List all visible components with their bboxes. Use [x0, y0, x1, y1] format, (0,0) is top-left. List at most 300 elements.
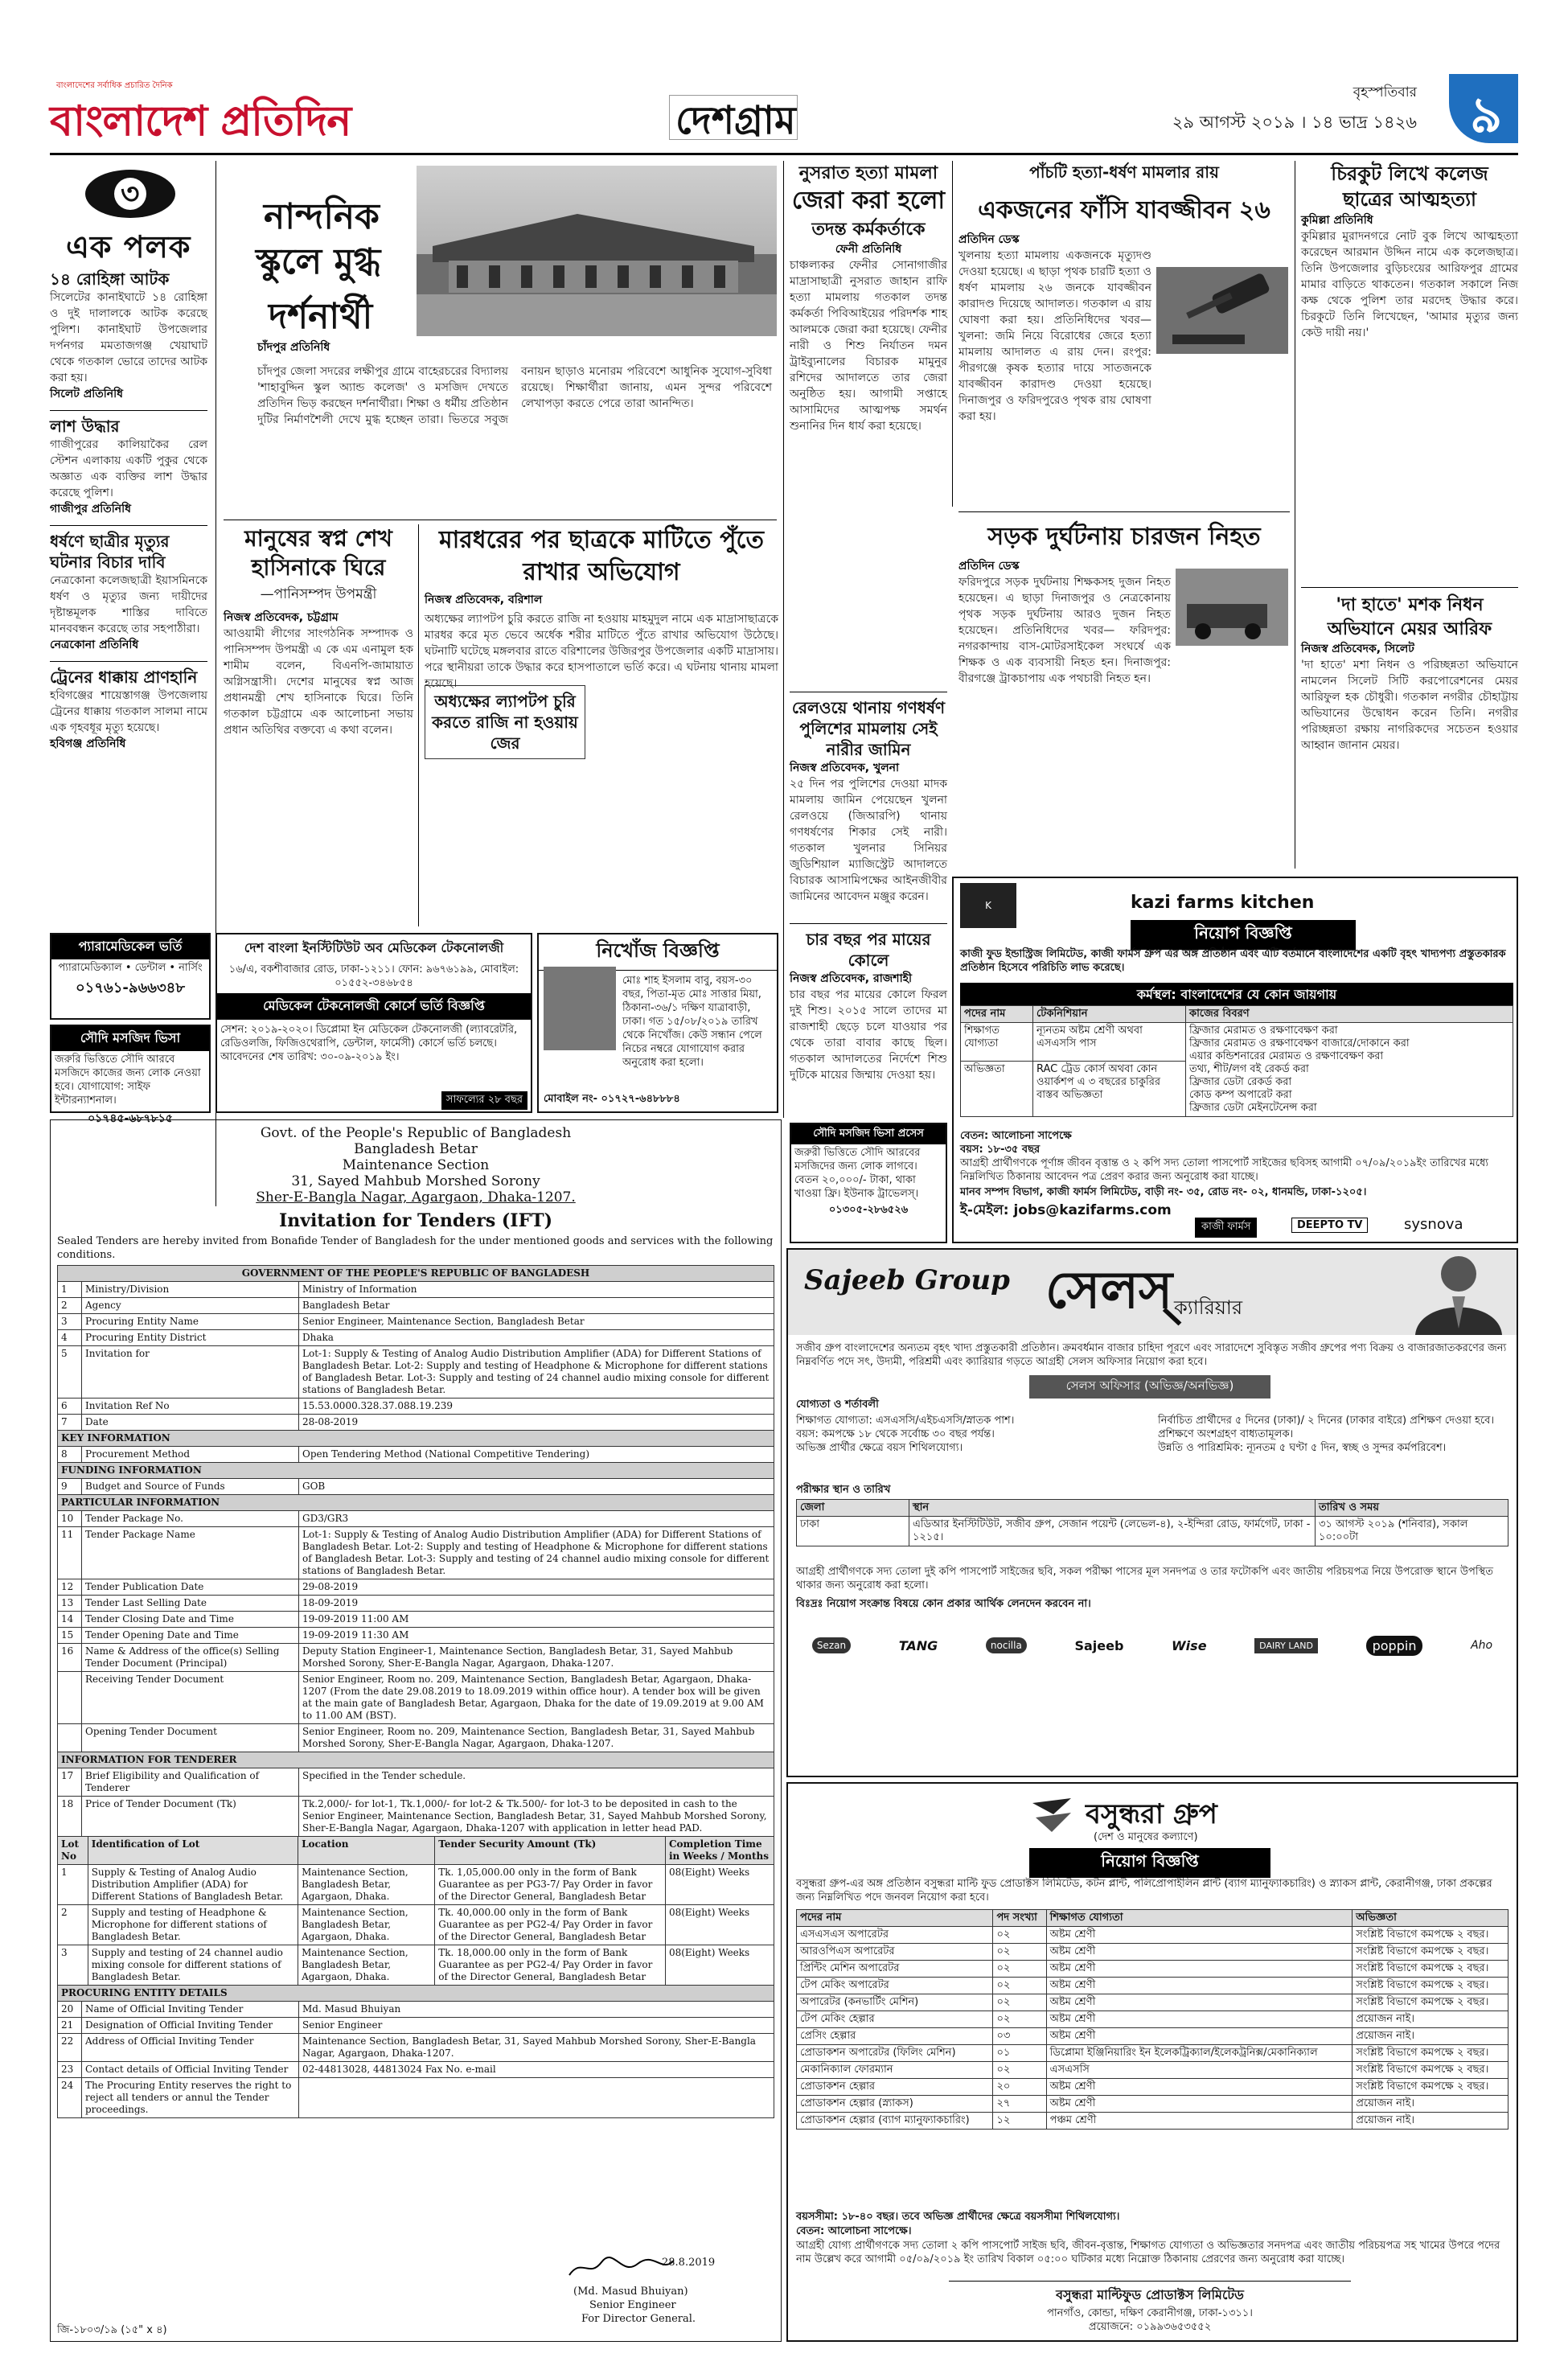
table-cell: ০১	[993, 2045, 1046, 2062]
table-cell: 16	[58, 1644, 82, 1672]
duty: এয়ার কন্ডিশনারের মেরামত ও রক্ষণাবেক্ষণ করা	[1189, 1050, 1384, 1062]
table-cell: 5	[58, 1346, 82, 1399]
table-cell: Tk.2,000/- for lot-1, Tk.1,000/- for lot-2 & Tk.500/- for lot-3 to be deposited in cash to the Senior Engineer, Maintenance Section, Bangladesh Betar, 31, Sayed Mahbub Morshed Sorony, Sher-E-Bangla Nagar, Agargaon, Dhaka-1207 with application in letter head PAD.	[299, 1797, 774, 1837]
headline-line: নান্দনিক	[264, 196, 380, 237]
sajeeb-brand: Sajeeb Group	[804, 1264, 1010, 1296]
table-cell: 28-08-2019	[299, 1415, 774, 1431]
headline-line: দর্শনার্থী	[269, 296, 373, 337]
ad-code: জি-১৮০৩/১৯ (১৫" x ৪)	[57, 2324, 167, 2336]
table-cell: 08(Eight) Weeks	[665, 1945, 774, 1986]
table-cell: Dhaka	[299, 1330, 774, 1346]
tender-notice	[50, 1119, 782, 2342]
ad-visa	[50, 1025, 211, 1125]
ad-title: সৌদি মসজিদ ভিসা প্রসেস	[791, 1124, 946, 1144]
table-cell: অষ্টম শ্রেণী	[1046, 2079, 1353, 2096]
table-cell: ২০	[993, 2079, 1046, 2096]
tender-table	[57, 1265, 774, 1837]
table-cell: Procurement Method	[82, 1447, 299, 1463]
table-cell: 3	[58, 1314, 82, 1330]
byline: নিজস্ব প্রতিবেদক, বরিশাল	[425, 594, 543, 606]
table-cell: Agency	[82, 1298, 299, 1314]
table-row	[797, 1994, 1508, 2011]
marriage-story	[790, 923, 947, 1116]
school-story	[224, 161, 777, 515]
brand-logo: nocilla	[986, 1637, 1027, 1653]
qual-item: বয়স: কমপক্ষে ১৮ থেকে সর্বোচ্চ ৩০ বছর পর্যন্ত।	[796, 1428, 995, 1440]
ad-title: দেশ বাংলা ইনস্টিটিউট অব মেডিকেল টেকনোলজী	[244, 940, 504, 955]
table-cell: অষ্টম শ্রেণী	[1046, 2011, 1353, 2028]
item-byline: নেত্রকোনা প্রতিনিধি	[50, 639, 139, 651]
table-header	[797, 1910, 1508, 1927]
table-row	[797, 2079, 1508, 2096]
gavel-photo	[1156, 267, 1288, 354]
table-row	[797, 1927, 1508, 1944]
masthead	[50, 74, 1518, 153]
kicker: পাঁচটি হত্যা-ধর্ষণ মামলার রায়	[1029, 162, 1219, 182]
table-cell: 22	[58, 2034, 82, 2062]
table-cell	[299, 2078, 774, 2118]
sysnova-logo: sysnova	[1404, 1216, 1463, 1233]
sajeeb-brand-strip	[788, 1628, 1517, 1663]
table-header-cell: Identification of Lot	[88, 1837, 298, 1865]
kazi-title: নিয়োগ বিজ্ঞপ্তি	[1131, 920, 1356, 950]
table-cell: সংশ্লিষ্ট বিভাগে কমপক্ষে ২ বছর।	[1353, 1978, 1508, 1994]
bashundhara-table-wrap	[796, 1909, 1508, 2130]
table-cell: ০২	[993, 2062, 1046, 2079]
pull-quote: অধ্যক্ষের ল্যাপটপ চুরি করতে রাজি না হওয়ায় জের	[425, 685, 585, 759]
table-cell: সংশ্লিষ্ট বিভাগে কমপক্ষে ২ বছর।	[1353, 2079, 1508, 2096]
table-cell: The Procuring Entity reserves the right to reject all tenders or annul the Tender proceedings.	[82, 2078, 299, 2118]
column-divider	[418, 524, 419, 926]
table-row	[797, 1944, 1508, 1961]
table-row	[58, 2018, 774, 2034]
table-cell: ০২	[993, 1961, 1046, 1978]
table-row	[58, 2002, 774, 2018]
tender-entity-table	[57, 1985, 774, 2118]
table-cell: Receiving Tender Document	[82, 1672, 299, 1724]
table-row	[58, 1298, 774, 1314]
table-cell: সংশ্লিষ্ট বিভাগে কমপক্ষে ২ বছর।	[1353, 1927, 1508, 1944]
table-cell: ০২	[993, 1994, 1046, 2011]
table-header-cell: Location	[298, 1837, 435, 1865]
ad-address: ১৬/এ, বকশীবাজার রোড, ঢাকা-১২১১। ফোন: ৯৬৭৬১৯৯, মোবাইল: ০১৫৫২-৩৪৬৮৫৪	[228, 963, 519, 989]
table-row	[58, 1579, 774, 1596]
ad-title: প্যারামেডিকেল ভর্তি	[51, 934, 209, 959]
table-header-cell: শিক্ষাগত যোগ্যতা	[1046, 1910, 1353, 1927]
table-cell: GD3/GR3	[299, 1511, 774, 1527]
table-cell: ০৩	[993, 2028, 1046, 2045]
ad-kazi-farms	[952, 877, 1518, 1243]
table-cell: 14	[58, 1612, 82, 1628]
td: অভিজ্ঞতা	[961, 1062, 1033, 1117]
table-cell: প্রয়োজন নাই।	[1353, 2113, 1508, 2130]
ad-footer: সাফল্যের ২৮ বছর	[441, 1091, 527, 1110]
table-cell: অপারেটর (কনভার্টিং মেশিন)	[797, 1994, 993, 2011]
table-cell: ২৭	[993, 2096, 1046, 2113]
th: কাজের বিবরণ	[1186, 1006, 1513, 1023]
table-cell: 3	[58, 1945, 88, 1986]
table-row	[58, 1314, 774, 1330]
table-cell: Maintenance Section, Bangladesh Betar, 31, Sayed Mahbub Morshed Sorony, Sher-E-Bangla Nagar, Agargaon, Dhaka-1207.	[299, 2034, 774, 2062]
table-band: KEY INFORMATION	[58, 1431, 774, 1447]
table-cell: Tender Package No.	[82, 1511, 299, 1527]
ad-institute	[215, 933, 532, 1113]
table-cell: অষ্টম শ্রেণী	[1046, 1927, 1353, 1944]
byline: প্রতিদিন ডেস্ক	[958, 560, 1020, 573]
table-cell: প্রয়োজন নাই।	[1353, 2096, 1508, 2113]
table-cell: Supply and testing of 24 channel audio mixing console for different stations of Bangladesh Betar.	[88, 1945, 298, 1986]
kazi-kitchen-logo: kazi farms kitchen	[1131, 893, 1315, 913]
headline-line: চিরকুট লিখে কলেজ	[1331, 162, 1488, 185]
table-cell: 18-09-2019	[299, 1596, 774, 1612]
sajeeb-qualifications	[796, 1414, 1142, 1455]
table-row	[797, 2096, 1508, 2113]
ad-missing	[537, 933, 778, 1113]
table-cell: সংশ্লিষ্ট বিভাগে কমপক্ষে ২ বছর।	[1353, 2062, 1508, 2079]
ek-polok-item	[50, 269, 207, 402]
headline: রেলওয়ে থানায় গণধর্ষণ পুলিশের মামলায় সেই নারীর জামিন	[791, 698, 946, 759]
table-row	[797, 2028, 1508, 2045]
mosquito-story	[1301, 587, 1518, 869]
table-cell: ১২	[993, 2113, 1046, 2130]
article-body: অধ্যক্ষের ল্যাপটপ চুরি করতে রাজি না হওয়ায় মাহমুদুল নামে এক মাদ্রাসাছাত্রকে মারধর করে মৃত ভেবে অর্ধেক শরীর মাটিতে পুঁতে রাখার অভিযোগ উঠেছে। ঘটনাটি ঘটেছে মঙ্গলবার রাতে বরিশালের উজিরপুর উপজেলার একটি মাদ্রাসায়। পরে স্থানীয়রা তাকে উদ্ধার করে হাসপাতালে ভর্তি করে। এ ঘটনায় থানায় মামলা হয়েছে।	[425, 613, 778, 690]
table-cell: প্রোডাকশন হেল্পার	[797, 2079, 993, 2096]
table-header-cell: পদ সংখ্যা	[993, 1910, 1046, 1927]
table-cell: Ministry/Division	[82, 1282, 299, 1298]
newspaper-logo: বাংলাদেশ প্রতিদিন	[50, 97, 351, 146]
table-cell: Open Tendering Method (National Competitive Tendering)	[299, 1447, 774, 1463]
sub-headline: —পানিসম্পদ উপমন্ত্রী	[260, 586, 377, 602]
suicide-story	[1301, 161, 1518, 579]
table-cell: 20	[58, 2002, 82, 2018]
table-band: GOVERNMENT OF THE PEOPLE'S REPUBLIC OF BANGLADESH	[58, 1266, 774, 1282]
duty: তথ্য, শীট/লগ বই রেকর্ড করা	[1189, 1063, 1309, 1075]
tender-intro: Sealed Tenders are hereby invited from Bonafide Tender of Bangladesh for the under mentioned goods and services with the following conditions.	[57, 1235, 774, 1261]
kazi-table	[960, 1005, 1513, 1117]
table-cell: Price of Tender Document (Tk)	[82, 1797, 299, 1837]
tender-lot-table	[57, 1836, 774, 1986]
kazi-duties	[1186, 1023, 1513, 1117]
table-cell: Maintenance Section, Bangladesh Betar, Agargaon, Dhaka.	[298, 1945, 435, 1986]
table-cell: 8	[58, 1447, 82, 1463]
headline: সড়ক দুর্ঘটনায় চারজন নিহত	[987, 523, 1261, 551]
table-row	[58, 1797, 774, 1837]
table-row	[58, 1905, 774, 1945]
lot-header	[58, 1837, 774, 1865]
table-cell: টেপ মেকিং হেল্পার	[797, 2011, 993, 2028]
table-cell: Invitation for	[82, 1346, 299, 1399]
table-header-cell: Tender Security Amount (Tk)	[435, 1837, 666, 1865]
table-row	[58, 1399, 774, 1415]
table-cell: অষ্টম শ্রেণী	[1046, 1978, 1353, 1994]
table-cell: Lot-1: Supply & Testing of Analog Audio Distribution Amplifier (ADA) for Different Stations of Bangladesh Betar. Lot-2: Supply and testing of Headphone & Microphone for different stations of Bangladesh Betar. Lot-3: Supply and testing of 24 channel audio mixing console for different stations of Bangladesh Betar.	[299, 1527, 774, 1579]
column-divider	[952, 161, 953, 507]
table-cell: Deputy Station Engineer-1, Maintenance Section, Bangladesh Betar, 31, Sayed Mahbub Morshed Sorony, Sher-E-Bangla Nagar, Agargaon, Dhaka-1207.	[299, 1644, 774, 1672]
student-story	[425, 524, 778, 926]
table-cell: Tender Package Name	[82, 1527, 299, 1579]
article-body: খুলনায় হত্যা মামলায় একজনকে মৃত্যুদণ্ড দেওয়া হয়েছে। এ ছাড়া পৃথক চারটি হত্যা ও ধর্ষণ মামলায় ২৬ জনকে যাবজ্জীবন কারাদণ্ড দিয়েছে আদালত। গতকাল এ রায় ঘোষণা করা হয়। প্রতিনিধিদের খবর— খুলনা: জমি নিয়ে বিরোধের জেরে হত্যা মামলায় আদালত এ রায় দেন। রংপুর: পীরগঞ্জে কৃষক হত্যার দায়ে সাতজনকে যাবজ্জীবন কারাদণ্ড দেওয়া হয়েছে। দিনাজপুর ও ফরিদপুরেও পৃথক রায় ঘোষণা করা হয়।	[958, 249, 1151, 423]
table-cell: 12	[58, 1579, 82, 1596]
table-row	[797, 2062, 1508, 2079]
qual-item: শিক্ষাগত যোগ্যতা: এসএসসি/এইচএসসি/স্নাতক পাশ।	[796, 1415, 1015, 1427]
table-cell: ডিপ্লোমা ইঞ্জিনিয়ারিং ইন ইলেকট্রিক্যাল/ইলেকট্রনিক্স/মেকানিক্যাল	[1046, 2045, 1353, 2062]
table-cell	[58, 1724, 82, 1752]
table-cell: Senior Engineer, Room no. 209, Maintenance Section, Bangladesh Betar, Agargaon, Dhaka-1207 (From the date 29.08.2019 to 18.09.2019 within office hour). A tender box will be given at the main gate of Bangladesh Betar, Agargaon, Dhaka for the date of 19.09.2019 at 9.00 AM to 11.00 AM (BST).	[299, 1672, 774, 1724]
man-photo	[1399, 1250, 1517, 1335]
item-title: লাশ উদ্ধার	[50, 417, 120, 436]
table-row	[797, 2045, 1508, 2062]
bashundhara-age: বয়সসীমা: ১৮-৪০ বছর। তবে অভিজ্ঞ প্রার্থীদের ক্ষেত্রে বয়সসীমা শিথিলযোগ্য।	[796, 2211, 1120, 2223]
tender-rows-4	[58, 1511, 774, 1752]
verdict-story	[958, 161, 1290, 507]
table-row	[58, 1447, 774, 1463]
kazi-apply: আগ্রহী প্রার্থীগণকে পূর্ণাঙ্গ জীবন বৃত্তান্ত ও ২ কপি সদ্য তোলা পাসপোর্ট সাইজের ছবিসহ আগামী ০৭/০৯/২০১৯ইং তারিখের মধ্যে নিম্নলিখিত ঠিকানায় আবেদন পত্র প্রেরণ করার জন্য অনুরোধ করা যাচ্ছে।	[960, 1157, 1489, 1183]
tender-rows-3	[58, 1479, 774, 1495]
article-body: চাঁদপুর জেলা সদরের লক্ষীপুর গ্রামে বাহেরচরের বিদ্যালয় 'শাহাবুদ্দিন স্কুল অ্যান্ড কলেজ' ও মসজিদ দেখতে প্রতিদিন ভিড় করছেন দর্শনার্থীরা। শিক্ষা ও ধর্মীয় প্রতিষ্ঠান দুটির নির্মাণশৈলী দেখে মুগ্ধ হচ্ছেন তারা। ভিতরে সবুজ বনায়ন ছাড়াও মনোরম পরিবেশে আধুনিক সুযোগ-সুবিধা রয়েছে। শিক্ষার্থীরা জানায়, এমন সুন্দর পরিবেশে লেখাপড়া করতে পেরে তারা আনন্দিত।	[257, 365, 772, 426]
item-body: সিলেটের কানাইঘাটে ১৪ রোহিঙ্গা ও দুই দালালকে আটক করেছে পুলিশ। কানাইঘাট উপজেলার দর্পনগর মমতাজগঞ্জ খেয়াঘাট থেকে গতকাল ভোরে তাদের আটক করা হয়।	[50, 291, 207, 384]
ek-polok-item	[50, 416, 207, 517]
ad-phone: ০১৭৪৫-৬৮৭৮১৫	[88, 1112, 173, 1125]
table-cell: 11	[58, 1527, 82, 1579]
table-row	[58, 1596, 774, 1612]
byline: প্রতিদিন ডেস্ক	[958, 233, 1020, 246]
article-body: ২৫ দিন পর পুলিশের দেওয়া মাদক মামলায় জামিন পেয়েছেন খুলনা রেলওয়ে (জিআরপি) থানায় গণধর্ষণের শিকার সেই নারী। গতকাল খুলনার সিনিয়র জুডিশিয়াল ম্যাজিস্ট্রেট আদালতে বিচারক আসামিপক্ষের আইনজীবীর জামিনের আবেদন মঞ্জুর করেন।	[790, 778, 947, 903]
sajeeb-qualification-head: যোগ্যতা ও শর্তাবলী	[796, 1399, 879, 1411]
bashundhara-tag: (দেশ ও মানুষের কল্যাণে)	[1094, 1831, 1198, 1843]
ad-phone: মোবাইল নং- ০১৭২৭-৬৪৮৮৮৪	[544, 1093, 680, 1105]
table-cell: এসএসসি	[1046, 2062, 1353, 2079]
table-cell: 23	[58, 2062, 82, 2078]
byline: নিজস্ব প্রতিবেদক, সিলেট	[1301, 643, 1414, 655]
headline-line: জেরা করা হলো	[791, 187, 946, 215]
table-band: FUNDING INFORMATION	[58, 1463, 774, 1479]
article-body: চাঞ্চল্যকর ফেনীর সোনাগাজীর মাদ্রাসাছাত্রী নুসরাত জাহান রাফি হত্যা মামলায় গতকাল তদন্ত কর্মকর্তা পিবিআইয়ের পরিদর্শক শাহ আলমকে জেরা করা হয়েছে। ফেনীর নারী ও শিশু নির্যাতন দমন ট্রাইব্যুনালের বিচারক মামুনুর রশিদের আদালতে তার জেরা অনুষ্ঠিত হয়। আগামী সপ্তাহে আসামিদের আত্মপক্ষ সমর্থন শুনানির দিন ধার্য করা হয়েছে।	[790, 259, 947, 433]
ad-bashundhara	[786, 1782, 1518, 2342]
ad-body: সেশন: ২০১৯-২০২০। ডিপ্লোমা ইন মেডিকেল টেকনোলজী (ল্যাবরেটরি, রেডিওলজি, ফিজিওথেরাপি, ডেন্টাল, ফার্মেসী) কোর্সে ভর্তি চলছে। আবেদনের শেষ তারিখ: ৩০-০৯-২০১৯ ইং।	[220, 1024, 518, 1063]
table-cell: GOB	[299, 1479, 774, 1495]
item-byline: হবিগঞ্জ প্রতিনিধি	[50, 737, 126, 750]
tender-gov: Govt. of the People's Republic of Bangladesh	[260, 1125, 572, 1141]
table-header-cell: Lot No	[58, 1837, 88, 1865]
tender-rows-1	[58, 1282, 774, 1431]
table-cell: Senior Engineer, Room no. 209, Maintenance Section, Bangladesh Betar, 31, Sayed Mahbub Morshed Sorony, Sher-E-Bangla Nagar, Agargaon, Dhaka-1207.	[299, 1724, 774, 1752]
ad-body: জরুরী ভিত্তিতে সৌদি আরবের মসজিদের জন্য লোক লাগবে। বেতন ২০,০০০/- টাকা, থাকা খাওয়া ফ্রি। ইউনাক ট্রাভেলস্।	[794, 1147, 921, 1200]
byline: নিজস্ব প্রতিবেদক, খুলনা	[790, 762, 900, 774]
kazi-job-table	[960, 1005, 1513, 1117]
table-cell: 9	[58, 1479, 82, 1495]
entity-rows	[58, 2002, 774, 2118]
column-divider	[783, 161, 784, 1118]
signatory-designation: Senior Engineer	[589, 2299, 676, 2311]
table-cell: Senior Engineer, Maintenance Section, Bangladesh Betar	[299, 1314, 774, 1330]
item-byline: গাজীপুর প্রতিনিধি	[50, 503, 132, 515]
bashundhara-brand: বসুন্ধরা গ্রুপ	[1086, 1798, 1217, 1830]
table-cell	[58, 1672, 82, 1724]
table-row	[58, 2034, 774, 2062]
table-cell: Tender Publication Date	[82, 1579, 299, 1596]
table-cell: প্রোডাকশন হেল্পার (স্ন্যাকস)	[797, 2096, 993, 2113]
th: টেকনিশিয়ান	[1033, 1006, 1186, 1023]
item-title: ১৪ রোহিঙ্গা আটক	[50, 269, 170, 289]
table-cell: Date	[82, 1415, 299, 1431]
table-row	[797, 1961, 1508, 1978]
table-row	[58, 2078, 774, 2118]
missing-person-photo	[544, 967, 616, 1050]
sajeeb-training	[1158, 1414, 1508, 1455]
th: স্থান	[909, 1500, 1316, 1517]
tender-org: Bangladesh Betar	[354, 1141, 478, 1157]
table-cell: Tender Last Selling Date	[82, 1596, 299, 1612]
table-cell: 17	[58, 1768, 82, 1797]
dream-story	[224, 524, 413, 943]
table-cell: Tk. 40,000.00 only in the form of Bank Guarantee as per PG2-4/ Pay Order in favor of the Director General, Bangladesh Betar	[435, 1905, 666, 1945]
ad-saudi-visa	[790, 1123, 947, 1243]
footer-company: বসুন্ধরা মাল্টিফুড প্রোডাক্টস লিমিটেড	[1056, 2287, 1244, 2302]
td: ন্যূনতম অষ্টম শ্রেণী অথবা এসএসসি পাস	[1033, 1023, 1186, 1062]
table-row	[58, 1282, 774, 1298]
article-body: 'দা হাতে' মশা নিধন ও পরিচ্ছন্নতা অভিযানে নামলেন সিলেট সিটি করপোরেশনের মেয়র আরিফুল হক চৌধুরী। গতকাল নগরীর চৌহাট্টায় অভিযানের উদ্বোধন করেন তিনি। নগরীর পরিচ্ছন্নতা রক্ষায় নাগরিকদের সচেতন হওয়ার আহ্বান জানান মেয়র।	[1301, 659, 1518, 752]
table-cell: Budget and Source of Funds	[82, 1479, 299, 1495]
table-cell: 19-09-2019 11:00 AM	[299, 1612, 774, 1628]
table-row	[58, 1724, 774, 1752]
duty: ফ্রিজার মেরামত ও রক্ষণাবেক্ষণ করা	[1189, 1025, 1338, 1037]
duty: ফ্রিজার ডেটা রেকর্ড করা	[1189, 1076, 1292, 1088]
bashundhara-title: নিয়োগ বিজ্ঞপ্তি	[1029, 1848, 1270, 1878]
table-cell: Brief Eligibility and Qualification of Tenderer	[82, 1768, 299, 1797]
signatory-name: (Md. Masud Bhuiyan)	[573, 2286, 688, 2298]
ad-phone: ০১৭৬১-৯৬৬৩৪৮	[75, 980, 186, 996]
item-body: গাজীপুরের কালিয়াকৈর রেল স্টেশন এলাকায় একটি পুকুর থেকে অজ্ঞাত এক ব্যক্তির লাশ উদ্ধার করেছে পুলিশ।	[50, 438, 207, 499]
signatory-for: For Director General.	[581, 2313, 696, 2325]
bashundhara-salary: বেতন: আলোচনা সাপেক্ষে।	[796, 2225, 912, 2237]
train-item: প্রশিক্ষণে অংশগ্রহণ বাধ্যতামূলক।	[1158, 1428, 1294, 1440]
table-row	[797, 2011, 1508, 2028]
byline: নিজস্ব প্রতিবেদক, রাজশাহী	[790, 972, 912, 985]
tender-address: Sher-E-Bangla Nagar, Agargaon, Dhaka-1207.	[256, 1189, 576, 1205]
headline-line: নুসরাত হত্যা মামলা	[798, 162, 938, 183]
table-cell: 10	[58, 1511, 82, 1527]
table-cell: 18	[58, 1797, 82, 1837]
kazi-brand-logo: কাজী ফার্মস	[1195, 1218, 1257, 1238]
table-row	[797, 2113, 1508, 2130]
ad-body: মোঃ শাহ ইসলাম বাবু, বয়স-৩০ বছর, পিতা-মৃত মোঃ সাত্তার মিয়া, ঠিকানা-৩৬/১ দক্ষিণ যাত্রাবাড়ী, ঢাকা। গত ১৫/০৮/২০১৯ তারিখ থেকে নিখোঁজ। কেউ সন্ধান পেলে নিচের নম্বরে যোগাযোগ করার অনুরোধ করা হলো।	[622, 975, 762, 1069]
brand-logo: DAIRY LAND	[1254, 1638, 1318, 1653]
table-cell: Procuring Entity Name	[82, 1314, 299, 1330]
table-cell: Tk. 1,05,000.00 only in the form of Bank Guarantee as per PG3-7/ Pay Order in favor of the Director General, Bangladesh Betar	[435, 1865, 666, 1905]
table-band: PROCURING ENTITY DETAILS	[58, 1986, 774, 2002]
table-cell: টেপ মেকিং অপারেটর	[797, 1978, 993, 1994]
brand-logo: Sajeeb	[1074, 1637, 1124, 1653]
table-cell: 02-44813028, 44813024 Fax No. e-mail	[299, 2062, 774, 2078]
ek-polok-item	[50, 531, 207, 653]
table-cell: প্রিন্টিং মেশিন অপারেটর	[797, 1961, 993, 1978]
article-body: ফরিদপুরে সড়ক দুর্ঘটনায় শিক্ষকসহ দুজন নিহত হয়েছেন। এ ছাড়া দিনাজপুর ও নেত্রকোনায় পৃথক সড়ক দুর্ঘটনায় আরও দুজন নিহত হয়েছেন। প্রতিনিধিদের খবর— ফরিদপুর: নগরকান্দায় বাস-মোটরসাইকেল সংঘর্ষে এক শিক্ষক ও এক ব্যবসায়ী নিহত হন। দিনাজপুর: বীরগঞ্জে ট্রাকচাপায় এক পথচারী নিহত হন।	[958, 576, 1171, 685]
headline-line: ছাত্রের আত্মহত্যা	[1343, 187, 1476, 211]
headline-line: তদন্ত কর্মকর্তাকে	[811, 219, 926, 240]
tender-title: Invitation for Tenders (IFT)	[278, 1210, 553, 1231]
table-cell: 08(Eight) Weeks	[665, 1905, 774, 1945]
table-cell: প্রোডাকশন অপারেটর (ফিলিং মেশিন)	[797, 2045, 993, 2062]
table-cell: 1	[58, 1282, 82, 1298]
table-cell: 21	[58, 2018, 82, 2034]
byline: নিজস্ব প্রতিবেদক, চট্টগ্রাম	[224, 611, 339, 624]
table-row	[58, 1330, 774, 1346]
table-cell: Procuring Entity District	[82, 1330, 299, 1346]
table-cell: প্রেসিং হেল্পার	[797, 2028, 993, 2045]
table-cell: সংশ্লিষ্ট বিভাগে কমপক্ষে ২ বছর।	[1353, 1944, 1508, 1961]
bashundhara-intro: বসুন্ধরা গ্রুপ-এর অঙ্গ প্রতিষ্ঠান বসুন্ধরা মাল্টি ফুড প্রোডাক্টস লিমিটেড, কটন প্লান্ট, পলিপ্রোপাইলিন প্লান্ট (ব্যাগ ম্যানুফ্যাকচারিং) ও স্ন্যাকস প্লান্ট, কেরানীগঞ্জ, ঢাকা প্রকল্পের জন্য নিম্নলিখিত পদে জনবল নিয়োগ করা হবে।	[796, 1878, 1492, 1904]
ek-polok-items	[50, 269, 207, 760]
table-cell: 7	[58, 1415, 82, 1431]
ek-polok-item	[50, 667, 207, 752]
td: ঢাকা	[797, 1517, 909, 1546]
logo-tagline: বাংলাদেশের সর্বাধিক প্রচারিত দৈনিক	[56, 81, 173, 90]
table-cell: 2	[58, 1298, 82, 1314]
job-rows	[797, 1927, 1508, 2130]
table-cell: অষ্টম শ্রেণী	[1046, 1994, 1353, 2011]
byline: চাঁদপুর প্রতিনিধি	[257, 341, 330, 354]
table-cell: 24	[58, 2078, 82, 2118]
bashundhara-apply: আগ্রহী যোগ্য প্রার্থীগণকে সদ্য তোলা ২ কপি পাসপোর্ট সাইজ ছবি, জীবন-বৃত্তান্ত, শিক্ষাগত যোগ্যতা ও অভিজ্ঞতার সনদপত্র এবং জাতীয় পরিচয়পত্র সহ খামের উপরে পদের নাম উল্লেখ করে আগামী ০৫/০৯/২০১৯ ইং তারিখ বিকাল ০৫:০০ ঘটিকার মধ্যে নিম্নোক্ত ঠিকানায় প্রেরণের জন্য অনুরোধ করা যাচ্ছে।	[796, 2240, 1500, 2265]
sajeeb-band: সেলস অফিসার (অভিজ্ঞ/অনভিজ্ঞ)	[1029, 1375, 1270, 1399]
table-cell: প্রোডাকশন হেল্পার (ব্যাগ ম্যানুফ্যাকচারিং)	[797, 2113, 993, 2130]
headline: একজনের ফাঁসি যাবজ্জীবন ২৬	[978, 196, 1270, 224]
table-row	[58, 1511, 774, 1527]
table-cell: Supply and testing of Headphone & Microphone for different stations of Bangladesh Betar.	[88, 1905, 298, 1945]
duty: ফ্রিজার মেরামত ও রক্ষণাবেক্ষণ বাজারে/দোকানে করা	[1189, 1037, 1410, 1049]
table-header-cell: Completion Time in Weeks / Months	[665, 1837, 774, 1865]
qual-item: অভিজ্ঞ প্রার্থীর ক্ষেত্রে বয়স শিথিলযোগ্য।	[796, 1442, 963, 1454]
item-title: ট্রেনের ধাক্কায় প্রাণহানি	[50, 667, 198, 687]
table-cell: অষ্টম শ্রেণী	[1046, 1944, 1353, 1961]
item-body: হবিগঞ্জের শায়েস্তাগঞ্জ উপজেলায় ট্রেনের ধাক্কায় গতকাল সালমা নামে এক গৃহবধূর মৃত্যু হয়েছে।	[50, 689, 207, 734]
sajeeb-subheadline: ক্যারিয়ার	[1174, 1296, 1243, 1319]
table-cell: প্রয়োজন নাই।	[1353, 2028, 1508, 2045]
table-row	[58, 1415, 774, 1431]
kazi-email[interactable]: ই-মেইল: jobs@kazifarms.com	[960, 1202, 1172, 1218]
table-cell: Invitation Ref No	[82, 1399, 299, 1415]
train-item: নির্বাচিত প্রার্থীদের ৫ দিনের (ঢাকা)/ ২ দিনের (ঢাকার বাইরে) প্রশিক্ষণ দেওয়া হবে।	[1158, 1415, 1494, 1427]
bail-story	[790, 692, 947, 917]
accident-photo	[1176, 569, 1288, 646]
table-cell: Contact details of Official Inviting Tender	[82, 2062, 299, 2078]
table-cell: সংশ্লিষ্ট বিভাগে কমপক্ষে ২ বছর।	[1353, 1961, 1508, 1978]
ad-title: নিখোঁজ বিজ্ঞপ্তি	[539, 934, 777, 971]
brand-logo: poppin	[1366, 1636, 1423, 1656]
section-title: দেশগ্রাম	[675, 98, 796, 143]
headline: চার বছর পর মায়ের কোলে	[806, 930, 931, 970]
table-row	[58, 1527, 774, 1579]
table-cell: অষ্টম শ্রেণী	[1046, 1961, 1353, 1978]
table-row	[58, 1644, 774, 1672]
table-cell: ০২	[993, 1944, 1046, 1961]
byline: ফেনী প্রতিনিধি	[835, 243, 902, 256]
bashundhara-job-table	[796, 1909, 1508, 2130]
sajeeb-apply: আগ্রহী প্রার্থীগণকে সদ্য তোলা দুই কপি পাসপোর্ট সাইজের ছবি, সকল পরীক্ষা পাসের মূল সনদপত্র ও তার ফটোকপি এবং জাতীয় পরিচয়পত্র নিয়ে উপরোক্ত স্থানে উপস্থিত থাকার জন্য অনুরোধ করা হলো।	[796, 1566, 1493, 1592]
table-cell: Maintenance Section, Bangladesh Betar, Agargaon, Dhaka.	[298, 1905, 435, 1945]
brand-logo: Wise	[1172, 1637, 1207, 1653]
school-photo	[417, 166, 777, 336]
brand-logo: Sezan	[812, 1637, 851, 1653]
brand-logo: Aho	[1471, 1639, 1493, 1652]
table-cell: 6	[58, 1399, 82, 1415]
page-number: ৯	[1470, 85, 1503, 144]
table-cell: ০২	[993, 1978, 1046, 1994]
footer-address: পানগাঁও, কোন্ডা, দক্ষিণ কেরানীগঞ্জ, ঢাকা-১৩১১।	[1047, 2307, 1253, 2319]
table-cell: Bangladesh Betar	[299, 1298, 774, 1314]
duty: ফ্রিজার ডেটা মেইনটেনেন্স করা	[1189, 1102, 1317, 1114]
nusrat-story	[790, 161, 947, 684]
